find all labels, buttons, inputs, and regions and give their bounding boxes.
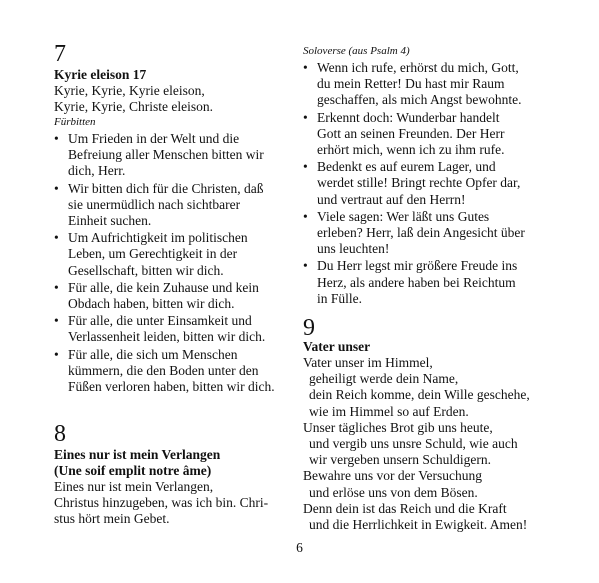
bullet-icon: •	[303, 60, 308, 75]
bullet-item	[54, 131, 294, 180]
bullet-line: Erkennt doch: Wunderbar handelt	[317, 109, 500, 125]
lyric-line: wir vergeben unsern Schuldigern.	[309, 452, 491, 468]
section-8-number: 8	[54, 421, 66, 447]
bullet-line: und vertraut auf den Herrn!	[317, 191, 466, 207]
bullet-line: werdet stille! Bringt rechte Opfer dar,	[317, 175, 521, 191]
bullet-icon: •	[303, 258, 308, 274]
lyric-line: wie im Himmel so auf Erden.	[309, 403, 469, 419]
bullet-line: Für alle, die unter Einsamkeit und	[68, 313, 252, 329]
bullet-item	[303, 60, 588, 109]
bullet-line: in Fülle.	[317, 290, 363, 306]
lyric-line: dein Reich komme, dein Wille geschehe,	[309, 387, 530, 403]
bullet-item	[303, 110, 588, 159]
bullet-line: sie unermüdlich nach sichtbarer	[68, 196, 241, 212]
bullet-line: du mein Retter! Du hast mir Raum	[317, 76, 505, 92]
bullet-line: Gott an seinen Freunden. Der Herr	[317, 125, 505, 141]
bullet-icon: •	[54, 279, 59, 295]
bullet-line: Obdach haben, bitten wir dich.	[68, 296, 235, 312]
lyric-line: Eines nur ist mein Verlangen,	[54, 479, 214, 494]
bullet-item	[54, 280, 294, 312]
section-7-number: 7	[54, 41, 66, 67]
bullet-line: kümmern, die den Boden unter den	[68, 362, 259, 378]
bullet-icon: •	[303, 159, 308, 175]
lyric-line: stus hört mein Gebet.	[54, 511, 170, 527]
section-9-title: Vater unser	[303, 339, 371, 354]
bullet-item	[54, 347, 294, 396]
lyric-line: Kyrie, Kyrie, Christe eleison.	[54, 99, 213, 115]
bullet-line: Herz, als andere haben bei Reichtum	[317, 274, 516, 290]
bullet-line: Befreiung aller Menschen bitten wir	[68, 147, 264, 163]
bullet-line: geschaffen, als mich Angst bewohnte.	[317, 92, 522, 108]
bullet-item	[54, 230, 294, 279]
bullet-line: Um Aufrichtigkeit im politischen	[68, 230, 248, 246]
bullet-item	[303, 258, 588, 307]
bullet-item	[54, 313, 294, 345]
bullet-line: uns leuchten!	[317, 241, 390, 257]
bullet-item	[54, 181, 294, 230]
bullet-item	[303, 159, 588, 208]
lyric-line: geheiligt werde dein Name,	[309, 371, 459, 387]
lyric-line: Christus hinzugeben, was ich bin. Chri-	[54, 495, 269, 511]
bullet-line: Um Frieden in der Welt und die	[68, 131, 240, 146]
section-9-lyrics	[303, 355, 530, 533]
lyric-line: Vater unser im Himmel,	[303, 355, 433, 370]
section-7-title: Kyrie eleison 17	[54, 67, 147, 82]
bullet-line: Bedenkt es auf eurem Lager, und	[317, 159, 496, 175]
bullet-icon: •	[54, 230, 59, 246]
lyric-line: Unser tägliches Brot gib uns heute,	[303, 419, 493, 435]
bullet-icon: •	[54, 346, 59, 362]
page-number: 6	[296, 540, 303, 555]
section-7-lyrics	[54, 83, 213, 115]
bullet-line: Verlassenheit leiden, bitten wir dich.	[68, 329, 266, 345]
section-9-number: 9	[303, 315, 315, 341]
bullet-icon: •	[303, 208, 308, 224]
bullet-line: erleben? Herr, laß dein Angesicht über	[317, 225, 525, 241]
lyric-line: Denn dein ist das Reich und die Kraft	[303, 500, 507, 516]
bullet-icon: •	[54, 131, 59, 146]
bullet-line: Leben, um Gerechtigkeit in der	[68, 246, 238, 262]
bullet-line: Einheit suchen.	[68, 213, 152, 229]
bullet-line: erhört mich, wenn ich zu ihm rufe.	[317, 142, 505, 158]
bullet-line: Wir bitten dich für die Christen, daß	[68, 180, 264, 196]
lyric-line: Bewahre uns vor der Versuchung	[303, 468, 482, 484]
lyric-line: und die Herrlichkeit in Ewigkeit. Amen!	[309, 517, 528, 533]
bullet-line: dich, Herr.	[68, 163, 126, 179]
section-8-subtitle: (Une soif emplit notre âme)	[54, 463, 212, 478]
fuerbitten-label: Fürbitten	[54, 116, 96, 128]
lyric-line: und erlöse uns von dem Bösen.	[309, 484, 478, 500]
section-8-lyrics	[54, 479, 268, 528]
bullet-line: Gesellschaft, bitten wir dich.	[68, 262, 224, 278]
bullet-line: Füßen verloren haben, bitten wir dich.	[68, 379, 275, 395]
lyric-line: Kyrie, Kyrie, Kyrie eleison,	[54, 83, 205, 98]
bullet-line: Für alle, die kein Zuhause und kein	[68, 279, 259, 295]
bullet-line: Viele sagen: Wer läßt uns Gutes	[317, 208, 490, 224]
soloverse-list	[303, 60, 588, 308]
bullet-line: Für alle, die sich um Menschen	[68, 346, 238, 362]
lyric-line: und vergib uns unsre Schuld, wie auch	[309, 436, 518, 452]
bullet-item	[303, 209, 588, 258]
bullet-line: Du Herr legst mir größere Freude ins	[317, 258, 518, 274]
bullet-icon: •	[303, 109, 308, 125]
bullet-icon: •	[54, 180, 59, 196]
fuerbitten-list	[54, 131, 294, 396]
section-8-title: Eines nur ist mein Verlangen	[54, 447, 221, 462]
bullet-icon: •	[54, 313, 59, 329]
bullet-line: Wenn ich rufe, erhörst du mich, Gott,	[317, 60, 519, 75]
soloverse-label: Soloverse (aus Psalm 4)	[303, 45, 410, 57]
